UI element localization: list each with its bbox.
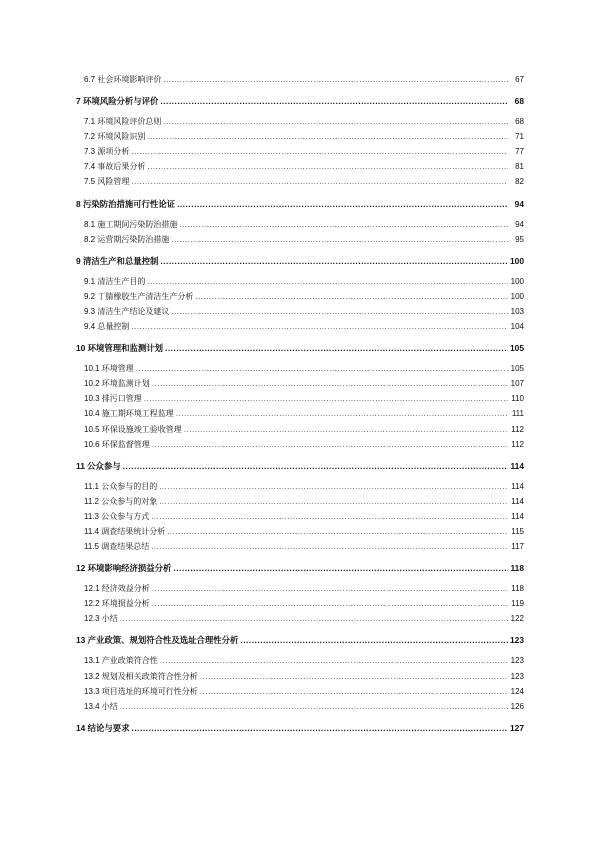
toc-chapter-entry[interactable]: [76, 95, 524, 107]
toc-page-number: 100: [510, 291, 524, 301]
toc-section-entry[interactable]: [76, 655, 524, 670]
toc-page-number: 105: [510, 364, 524, 374]
toc-page-number: 117: [511, 542, 524, 552]
toc-page-number: 111: [511, 409, 524, 419]
toc-page-number: 115: [511, 526, 524, 536]
toc-leader-dots: [151, 541, 508, 553]
toc-chapter-entry[interactable]: [76, 722, 524, 734]
toc-leader-dots: [131, 321, 508, 333]
toc-section-entry[interactable]: [76, 541, 524, 556]
toc-section-entry[interactable]: [76, 116, 524, 131]
table-of-contents: [76, 74, 524, 743]
toc-page-number: 114: [510, 460, 524, 471]
toc-leader-dots: [132, 722, 508, 734]
toc-page-number: 114: [511, 481, 524, 491]
toc-entry-title: 10.5 环保设施竣工验收管理: [84, 424, 182, 434]
toc-entry-title: 11.3 公众参与方式: [84, 511, 150, 521]
toc-page-number: 110: [511, 394, 524, 404]
toc-page-number: 126: [510, 701, 524, 711]
toc-page-number: 112: [511, 439, 524, 449]
toc-entry-title: 9.1 清洁生产目的: [84, 276, 146, 286]
toc-page-number: 122: [510, 614, 524, 624]
toc-section-entry[interactable]: [76, 613, 524, 628]
toc-page-number: 94: [515, 219, 524, 229]
toc-leader-dots: [163, 116, 508, 128]
toc-page-number: 103: [510, 306, 524, 316]
toc-entry-title: 13.3 项目选址的环境可行性分析: [84, 686, 198, 696]
toc-page-number: 114: [511, 511, 524, 521]
toc-section-entry[interactable]: [76, 481, 524, 496]
toc-page-number: 68: [514, 96, 524, 107]
toc-section-entry[interactable]: [76, 393, 524, 408]
toc-page-number: 123: [510, 635, 524, 646]
toc-leader-dots: [167, 526, 508, 538]
toc-page-number: 107: [510, 379, 524, 389]
toc-entry-title: 9.2 丁腈橡胶生产清洁生产分析: [84, 291, 194, 301]
toc-leader-dots: [152, 583, 508, 595]
toc-section-entry[interactable]: [76, 701, 524, 716]
toc-section-entry[interactable]: [76, 131, 524, 146]
toc-leader-dots: [152, 378, 508, 390]
toc-entry-title: 11.1 公众参与的目的: [84, 481, 158, 491]
toc-section-entry[interactable]: [76, 439, 524, 454]
toc-leader-dots: [147, 161, 508, 173]
toc-leader-dots: [171, 306, 508, 318]
toc-entry-title: 9.4 总量控制: [84, 322, 130, 332]
toc-entry-title: 10.2 环境监测计划: [84, 379, 150, 389]
toc-leader-dots: [179, 219, 508, 231]
toc-entry-title: 11.4 调查结果统计分析: [84, 526, 166, 536]
toc-leader-dots: [159, 481, 508, 493]
toc-page-number: 68: [515, 117, 524, 127]
toc-leader-dots: [160, 655, 508, 667]
toc-entry-title: 12.2 环境损益分析: [84, 599, 150, 609]
toc-leader-dots: [123, 460, 508, 472]
toc-section-entry[interactable]: [76, 598, 524, 613]
toc-entry-title: 10.6 环保监督管理: [84, 439, 150, 449]
toc-section-entry[interactable]: [76, 378, 524, 393]
toc-section-entry[interactable]: [76, 234, 524, 249]
toc-page-number: 67: [515, 75, 524, 84]
toc-leader-dots: [131, 146, 508, 158]
toc-leader-dots: [160, 95, 508, 107]
toc-leader-dots: [151, 511, 508, 523]
toc-page-number: 123: [510, 656, 524, 666]
toc-page-number: 100: [510, 255, 524, 266]
toc-page-number: 82: [515, 177, 524, 187]
toc-section-entry[interactable]: [76, 363, 524, 378]
toc-entry-title: 7.3 源项分析: [84, 147, 130, 157]
toc-page-number: 77: [515, 147, 524, 157]
toc-leader-dots: [177, 198, 508, 210]
toc-page-number: 123: [510, 671, 524, 681]
toc-page-number: 118: [510, 563, 524, 574]
toc-entry-title: 11.2 公众参与的对象: [84, 496, 158, 506]
toc-entry-title: 7 环境风险分析与评价: [76, 96, 159, 107]
toc-section-entry[interactable]: [76, 686, 524, 701]
toc-entry-title: 13.1 产业政策符合性: [84, 656, 158, 666]
toc-chapter-entry[interactable]: [76, 198, 524, 210]
toc-entry-title: 11 公众参与: [76, 460, 121, 471]
toc-leader-dots: [184, 424, 508, 436]
toc-entry-title: 10.1 环境管理: [84, 364, 134, 374]
toc-section-entry[interactable]: [76, 408, 524, 423]
toc-leader-dots: [173, 562, 508, 574]
toc-section-entry[interactable]: [76, 583, 524, 598]
toc-section-entry[interactable]: [76, 496, 524, 511]
toc-leader-dots: [195, 291, 508, 303]
toc-entry-title: 13.4 小结: [84, 701, 118, 711]
toc-section-entry[interactable]: [76, 321, 524, 336]
toc-leader-dots: [120, 613, 508, 625]
toc-section-entry[interactable]: [76, 671, 524, 686]
toc-entry-title: 12 环境影响经济损益分析: [76, 563, 172, 574]
toc-page-number: 127: [510, 722, 524, 733]
toc-leader-dots: [159, 496, 508, 508]
toc-entry-title: 13.2 规划及相关政策符合性分析: [84, 671, 198, 681]
toc-leader-dots: [160, 255, 508, 267]
toc-leader-dots: [147, 131, 508, 143]
toc-entry-title: 13 产业政策、规划符合性及选址合理性分析: [76, 635, 239, 646]
toc-section-entry[interactable]: [76, 276, 524, 291]
toc-leader-dots: [240, 634, 508, 646]
toc-page-number: 94: [514, 198, 524, 209]
toc-entry-title: 7.1 环境风险评价总则: [84, 117, 162, 127]
toc-leader-dots: [200, 686, 508, 698]
toc-section-entry[interactable]: [76, 176, 524, 191]
toc-page-number: 71: [515, 132, 524, 142]
toc-page-number: 119: [511, 599, 524, 609]
toc-leader-dots: [144, 393, 508, 405]
toc-leader-dots: [200, 671, 508, 683]
toc-entry-title: 11.5 调查结果总结: [84, 542, 150, 552]
toc-entry-title: 8.2 运营期污染防治措施: [84, 234, 170, 244]
toc-page-number: 100: [510, 276, 524, 286]
toc-leader-dots: [176, 408, 508, 420]
toc-section-entry[interactable]: [76, 511, 524, 526]
toc-section-entry[interactable]: [76, 74, 524, 89]
toc-section-entry[interactable]: [76, 526, 524, 541]
toc-leader-dots: [171, 234, 508, 246]
toc-page-number: 114: [511, 496, 524, 506]
toc-leader-dots: [131, 176, 508, 188]
toc-page-number: 124: [510, 686, 524, 696]
toc-page-number: 118: [511, 584, 524, 594]
toc-page-number: 81: [515, 162, 524, 172]
toc-leader-dots: [163, 74, 508, 86]
toc-entry-title: 7.4 事故后果分析: [84, 162, 146, 172]
toc-entry-title: 6.7 社会环境影响评价: [84, 75, 162, 84]
toc-chapter-entry[interactable]: [76, 342, 524, 354]
toc-chapter-entry[interactable]: [76, 255, 524, 267]
toc-entry-title: 9 清洁生产和总量控制: [76, 255, 159, 266]
toc-leader-dots: [165, 342, 508, 354]
toc-section-entry[interactable]: [76, 161, 524, 176]
toc-page-number: 104: [510, 322, 524, 332]
toc-entry-title: 9.3 清洁生产结论及建议: [84, 306, 170, 316]
toc-entry-title: 14 结论与要求: [76, 722, 130, 733]
toc-entry-title: 8.1 施工期间污染防治措施: [84, 219, 178, 229]
toc-section-entry[interactable]: [76, 306, 524, 321]
toc-leader-dots: [152, 439, 508, 451]
toc-page-number: 95: [515, 234, 524, 244]
toc-leader-dots: [136, 363, 508, 375]
toc-chapter-entry[interactable]: [76, 460, 524, 472]
toc-chapter-entry[interactable]: [76, 634, 524, 646]
toc-entry-title: 10.3 排污口管理: [84, 394, 142, 404]
toc-page-number: 105: [510, 343, 524, 354]
toc-leader-dots: [147, 276, 508, 288]
toc-entry-title: 12.1 经济效益分析: [84, 584, 150, 594]
toc-section-entry[interactable]: [76, 146, 524, 161]
toc-entry-title: 7.2 环境风险识别: [84, 132, 146, 142]
toc-entry-title: 7.5 风险管理: [84, 177, 130, 187]
toc-entry-title: 10 环境管理和监测计划: [76, 343, 164, 354]
toc-section-entry[interactable]: [76, 291, 524, 306]
toc-chapter-entry[interactable]: [76, 562, 524, 574]
toc-entry-title: 8 污染防治措施可行性论证: [76, 198, 176, 209]
toc-entry-title: 10.4 施工期环境工程监理: [84, 409, 174, 419]
toc-page-number: 112: [511, 424, 524, 434]
toc-leader-dots: [120, 701, 508, 713]
toc-entry-title: 12.3 小结: [84, 614, 118, 624]
toc-section-entry[interactable]: [76, 219, 524, 234]
toc-section-entry[interactable]: [76, 424, 524, 439]
toc-leader-dots: [152, 598, 508, 610]
